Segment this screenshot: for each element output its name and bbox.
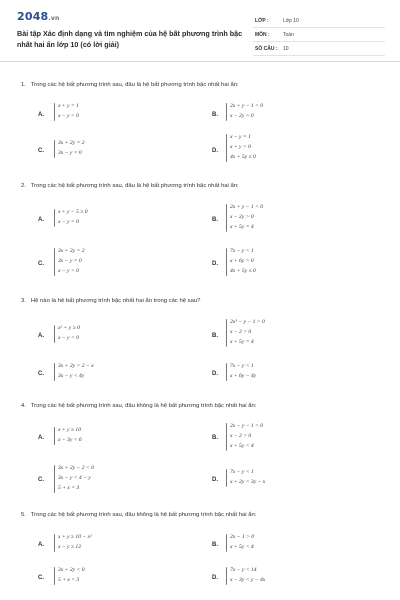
- option-system: [58, 323, 80, 343]
- inequality-line: 3x + 2y = 2: [58, 248, 85, 254]
- option-system: [230, 202, 263, 232]
- question-title: [21, 82, 239, 88]
- system-brace: [54, 248, 55, 276]
- question-number: 1.: [21, 82, 26, 88]
- question-number: 2.: [21, 183, 26, 189]
- inequality-line: 7x − y < 14: [230, 567, 257, 573]
- inequality-line: x + y ≥ 10 − x²: [58, 534, 92, 540]
- inequality-line: x² + y ≥ 0: [58, 325, 80, 331]
- system-brace: [54, 534, 55, 552]
- option-system: [58, 425, 82, 445]
- system-brace: [226, 567, 227, 585]
- inequality-line: 2x + y − 1 < 0: [230, 204, 264, 210]
- inequality-line: 3x − y < 4y: [58, 373, 85, 379]
- option-letter[interactable]: C.: [38, 148, 44, 154]
- option-system: [230, 532, 254, 552]
- option-letter[interactable]: C.: [38, 477, 44, 483]
- option-letter[interactable]: C.: [38, 371, 44, 377]
- meta-label: MÔN :: [255, 32, 270, 38]
- option-letter[interactable]: C.: [38, 575, 44, 581]
- system-brace: [54, 363, 55, 381]
- system-brace: [54, 427, 55, 445]
- inequality-line: 7x − y < 1: [230, 469, 254, 475]
- inequality-line: 3x + 2y = 2: [58, 140, 85, 146]
- option-letter[interactable]: A.: [38, 435, 44, 441]
- option-letter[interactable]: D.: [212, 575, 218, 581]
- option-system: [230, 246, 256, 276]
- option-system: [230, 565, 265, 585]
- meta-label: SỐ CÂU :: [255, 46, 278, 52]
- inequality-line: 7x − y < 1: [230, 248, 254, 254]
- meta-value: Lớp 10: [283, 18, 299, 24]
- option-system: [58, 565, 85, 585]
- system-brace: [226, 319, 227, 347]
- option-letter[interactable]: D.: [212, 371, 218, 377]
- meta-row-subject: [253, 28, 385, 42]
- option-system: [58, 361, 94, 381]
- system-brace: [54, 209, 55, 227]
- option-system: [58, 246, 85, 276]
- system-brace: [54, 567, 55, 585]
- system-brace: [226, 534, 227, 552]
- inequality-line: x − 2y > 0: [230, 214, 254, 220]
- question-title: [21, 403, 256, 409]
- meta-label: LỚP :: [255, 18, 269, 24]
- option-letter[interactable]: A.: [38, 217, 44, 223]
- system-brace: [226, 103, 227, 121]
- option-letter[interactable]: D.: [212, 148, 218, 154]
- question-title: [21, 298, 200, 304]
- option-letter[interactable]: B.: [212, 333, 218, 339]
- system-brace: [226, 204, 227, 232]
- inequality-line: x − 2 > 0: [230, 433, 252, 439]
- system-brace: [226, 248, 227, 276]
- inequality-line: x − 2y > 0: [230, 113, 254, 119]
- system-brace: [226, 363, 227, 381]
- inequality-line: x − 2 > 0: [230, 329, 252, 335]
- question-title: [21, 183, 239, 189]
- meta-value: Toán: [283, 32, 294, 38]
- question-number: 5.: [21, 512, 26, 518]
- inequality-line: x − y = 0: [58, 219, 79, 225]
- inequality-line: 3x − y = 0: [58, 258, 82, 264]
- option-system: [230, 421, 263, 451]
- option-system: [230, 132, 256, 162]
- inequality-line: x − y > 0: [58, 268, 79, 274]
- question-text: Trong các hệ bất phương trình sau, đâu không là hệ bất phương trình bậc nhất hai ẩn:: [30, 512, 257, 518]
- inequality-line: 2x − 1 > 0: [230, 534, 255, 540]
- logo-tld: .vn: [48, 15, 60, 22]
- inequality-line: 3x + 2y > 2 − x: [58, 363, 94, 369]
- option-system: [58, 207, 88, 227]
- option-letter[interactable]: A.: [38, 542, 44, 548]
- option-system: [230, 361, 256, 381]
- inequality-line: 3x + 2y < 0: [58, 567, 85, 573]
- inequality-line: x − y > 0: [58, 113, 79, 119]
- inequality-line: x − 3y < 6: [58, 437, 82, 443]
- inequality-line: x + 5y < 4: [230, 544, 254, 550]
- question-text: Trong các hệ bất phương trình sau, đâu là hệ bất phương trình bậc nhất hai ẩn:: [30, 82, 239, 88]
- question-number: 3.: [21, 298, 26, 304]
- meta-row-count: [253, 42, 385, 56]
- question-title: [21, 512, 256, 518]
- document-title: Bài tập Xác định dạng và tìm nghiệm của hệ bất phương trình bậc nhất hai ẩn lớp 10 (có lời giải): [17, 29, 243, 49]
- inequality-line: 5 + x < 3: [58, 577, 80, 583]
- inequality-line: 3x − y < 4 − y: [58, 475, 91, 481]
- option-letter[interactable]: A.: [38, 112, 44, 118]
- inequality-line: 5 + x = 3: [58, 485, 80, 491]
- system-brace: [226, 134, 227, 162]
- inequality-line: x − 3y < y − 4x: [230, 577, 266, 583]
- inequality-line: 4x + 5y ≤ 0: [230, 154, 256, 160]
- option-letter[interactable]: B.: [212, 435, 218, 441]
- option-system: [58, 138, 85, 158]
- inequality-line: x + y ≥ 10: [58, 427, 81, 433]
- system-brace: [54, 103, 55, 121]
- inequality-line: x + 5y = 4: [230, 339, 254, 345]
- inequality-line: x + 2y < 3y − x: [230, 479, 266, 485]
- inequality-line: x + 5y = 4: [230, 224, 254, 230]
- system-brace: [54, 325, 55, 343]
- option-letter[interactable]: D.: [212, 261, 218, 267]
- inequality-line: x + 5y < 4: [230, 443, 254, 449]
- meta-value: 10: [283, 46, 289, 52]
- option-letter[interactable]: A.: [38, 333, 44, 339]
- inequality-line: 2x − y − 1 > 0: [230, 423, 264, 429]
- question-text: Trong các hệ bất phương trình sau, đâu không là hệ bất phương trình bậc nhất hai ẩn:: [30, 403, 257, 409]
- inequality-line: 7x − y < 1: [230, 363, 254, 369]
- inequality-line: x + y = 1: [58, 103, 79, 109]
- option-system: [58, 101, 79, 121]
- system-brace: [226, 423, 227, 451]
- inequality-line: x + 6y > 0: [230, 258, 254, 264]
- option-system: [230, 101, 263, 121]
- page-header: [0, 0, 400, 62]
- option-letter[interactable]: B.: [212, 217, 218, 223]
- option-system: [58, 532, 92, 552]
- question-number: 4.: [21, 403, 26, 409]
- inequality-line: 2x³ − y − 1 > 0: [230, 319, 265, 325]
- system-brace: [226, 469, 227, 487]
- option-system: [230, 317, 265, 347]
- meta-row-class: [253, 14, 385, 28]
- inequality-line: x + y > 0: [230, 144, 251, 150]
- option-letter[interactable]: B.: [212, 112, 218, 118]
- inequality-line: 3x + 2y − 2 < 0: [58, 465, 94, 471]
- inequality-line: x + y − 5 ≥ 0: [58, 209, 88, 215]
- inequality-line: x − y < 0: [58, 335, 79, 341]
- inequality-line: 3x − y = 0: [58, 150, 82, 156]
- site-logo[interactable]: [17, 10, 59, 23]
- system-brace: [54, 465, 55, 493]
- inequality-line: x − y = 1: [230, 134, 251, 140]
- question-text: Hệ nào là hệ bất phương trình bậc nhất hai ẩn trong các hệ sau?: [30, 298, 201, 304]
- option-letter[interactable]: D.: [212, 477, 218, 483]
- question-text: Trong các hệ bất phương trình sau, đâu là hệ bất phương trình bậc nhất hai ẩn:: [30, 183, 239, 189]
- inequality-line: 2x + y − 1 < 0: [230, 103, 264, 109]
- option-system: [58, 463, 94, 493]
- logo-main: 2048: [17, 10, 49, 23]
- option-system: [230, 467, 265, 487]
- option-letter[interactable]: C.: [38, 261, 44, 267]
- inequality-line: 4x + 5y ≤ 0: [230, 268, 256, 274]
- system-brace: [54, 140, 55, 158]
- option-letter[interactable]: B.: [212, 542, 218, 548]
- inequality-line: x + 6y − 4y: [230, 373, 257, 379]
- inequality-line: x − y ≥ 12: [58, 544, 81, 550]
